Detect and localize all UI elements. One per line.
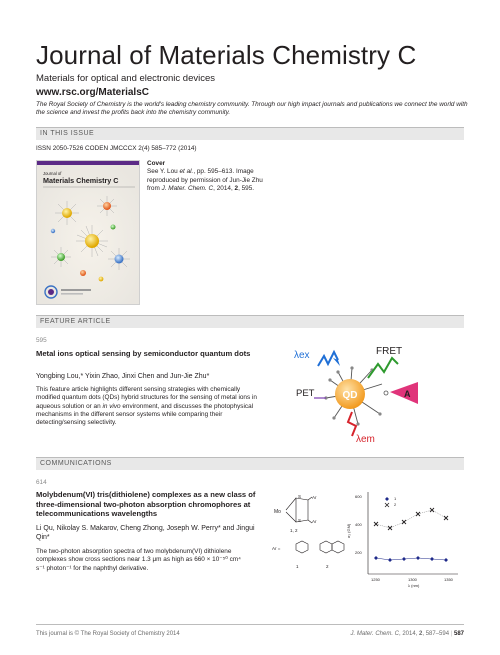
mo-label: Mo [274,509,281,515]
footer-rule [36,624,464,625]
lambda-em-label: λem [356,434,375,445]
cover-caption-text-1: See Y. Lou [147,168,180,176]
feature-article-title[interactable]: Metal ions optical sensing by semiconductor quantum dots [36,349,251,358]
journal-url[interactable]: www.rsc.org/MaterialsC [36,87,149,98]
footer-page-number: 587 [453,631,464,637]
cover-illustration [37,161,140,305]
cover-caption-text-2: , pp. 595–613. Image reproduced by permission of Jun-Jie Zhu from [147,168,263,192]
legend-2: 2 [394,502,397,507]
rsc-tagline: The Royal Society of Chemistry is the world's leading chemistry community. Through our high impact journals and publications we connect the world with the science and invest the profits back into the chemistry community. [36,101,468,117]
lambda-ex-label: λex [294,350,310,361]
communication-page-number[interactable]: 614 [36,479,47,486]
s-label-top: S [298,494,302,499]
y-axis-label: σ₂ (GM) [346,523,351,538]
footer-volume: 2 [419,631,423,637]
ar-label-top: Ar [312,495,317,500]
cover-journal-line1: Journal of [43,171,62,176]
ytick-600: 600 [355,494,362,499]
feature-abstract-italic: in vivo [102,402,121,410]
footer-citation [351,631,464,637]
cover-caption-et-al: et al. [179,168,194,176]
ar-label-bottom: Ar [312,519,317,524]
cover-image[interactable] [36,160,140,305]
cover-caption-heading: Cover [147,160,166,167]
cover-caption-volume: 2 [234,184,239,192]
footer-copyright: This journal is © The Royal Society of Chemistry 2014 [36,631,180,637]
tpa-graphic [268,488,464,588]
s-label-bottom: S [298,518,302,523]
communications-bar [36,457,464,470]
pet-label: PET [296,388,315,399]
cover-caption [147,160,267,193]
footer-year: , 2014, [399,631,420,637]
ytick-400: 400 [355,522,362,527]
issn-line: ISSN 2050-7526 CODEN JMCCCX 2(4) 585–772 (2014) [36,145,197,152]
cover-journal-line2: Materials Chemistry C [43,176,119,185]
cover-caption-journal-ref: J. Mater. Chem. C [161,184,214,192]
compound-1-label: 1 [296,564,299,569]
tpa-plot [346,492,458,588]
footer-pages: , 587–594 [422,631,450,637]
x-axis-label: λ (nm) [408,583,420,588]
journal-title: Journal of Materials Chemistry C [36,40,417,70]
qd-label: QD [342,390,358,401]
fret-label: FRET [376,346,403,357]
communication-authors: Li Qu, Nikolay S. Makarov, Cheng Zhong, Joseph W. Perry* and Jingui Qin* [36,525,255,541]
feature-abstract-part-1: This feature article highlights different sensing strategies with chemically modified quantum dots (QDs) hybrid structures for the sensing of metal ions in aqueous solution or an [36,386,257,410]
communication-title[interactable]: Molybdenum(VI) tris(dithiolene) complexes as a new class of three-dimensional two-photon absorption chromophores at telecommunications wavelengths [36,490,256,519]
acceptor-label: A [404,389,411,399]
cover-caption-text-3: , 2014, [213,184,235,192]
ar-equals: Ar = [272,546,281,551]
section-label: IN THIS ISSUE [40,130,95,137]
feature-article-authors: Yongbing Lou,* Yixin Zhao, Jinxi Chen and Jun-Jie Zhu* [36,373,210,380]
in-this-issue-bar [36,127,464,140]
compound-numbering: 1, 2 [290,528,298,533]
communication-abstract: The two-photon absorption spectra of two molybdenum(VI) dithiolene complexes show cross sections near 1.3 μm as high as 660 × 10⁻⁵⁰ cm⁴ s⁻¹ photon⁻¹ for the naphthyl derivative. [36,548,241,572]
compound-2-label: 2 [326,564,329,569]
journal-subtitle: Materials for optical and electronic devices [36,73,216,84]
feature-abstract-part-2: environment, and discusses the photophysical mechanisms in the different sensor systems while comparing their detecting/sensing selectivity. [36,402,254,427]
section-label: FEATURE ARTICLE [40,318,111,325]
cover-caption-text-4: , 595. [238,184,255,192]
cover-caption-text [147,168,267,193]
xtick-1350: 1350 [444,577,453,582]
footer-journal: J. Mater. Chem. C [350,631,400,637]
feature-article-bar [36,315,464,328]
feature-page-number[interactable]: 595 [36,337,47,344]
xtick-1300: 1300 [408,577,417,582]
footer-separator: | [450,631,453,637]
ytick-200: 200 [355,550,362,555]
qd-sensing-graphic [278,336,464,448]
legend-1: 1 [394,496,397,501]
feature-article-abstract [36,386,264,427]
section-label: COMMUNICATIONS [40,460,112,467]
xtick-1250: 1250 [371,577,380,582]
